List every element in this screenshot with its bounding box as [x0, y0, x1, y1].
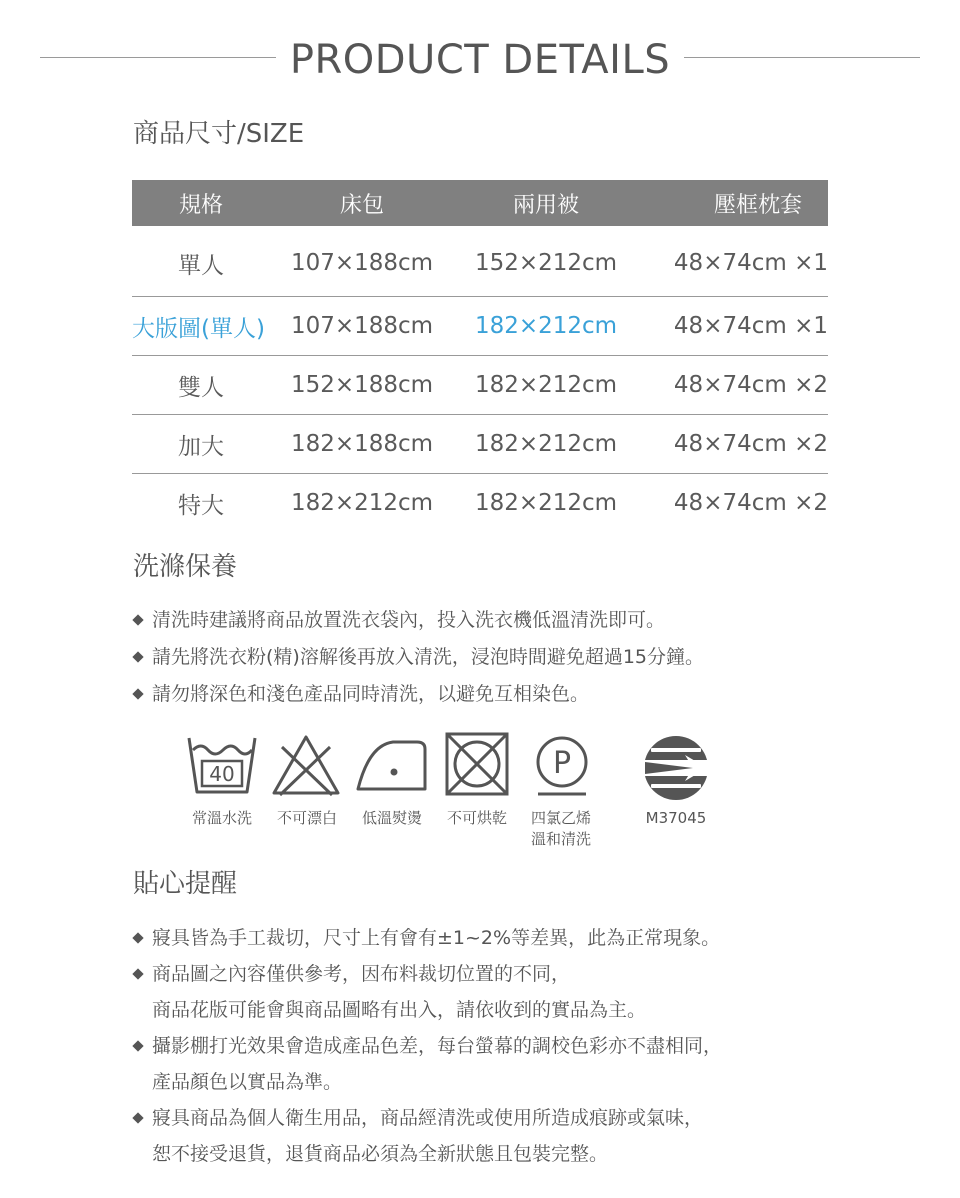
list-item	[134, 680, 704, 717]
care-icon-label: 低溫熨燙	[361, 809, 422, 827]
list-item-text: 攝影棚打光效果會造成產品色差，每台螢幕的調校色彩亦不盡相同，	[152, 1035, 723, 1057]
care-section-title: 洗滌保養	[133, 552, 238, 582]
table-row-highlighted	[132, 297, 828, 356]
column-header-duvet: 兩用被	[454, 180, 638, 226]
certification-mark-icon	[641, 733, 711, 803]
table-cell: 48×74cm ×2	[638, 415, 828, 474]
diamond-bullet-icon	[132, 1112, 143, 1123]
table-cell: 48×74cm ×1	[638, 297, 828, 356]
diamond-bullet-icon	[132, 1040, 143, 1051]
list-item	[134, 956, 722, 1028]
table-cell: 182×212cm	[474, 490, 618, 516]
column-header-spec: 規格	[132, 180, 270, 226]
header-divider-right	[684, 57, 920, 58]
notice-list	[134, 920, 722, 1172]
no-bleach-icon	[270, 733, 342, 797]
table-cell: 182×212cm	[454, 297, 638, 356]
list-item-text: 請勿將深色和淺色產品同時清洗，以避免互相染色。	[152, 683, 590, 705]
table-cell: 182×212cm	[290, 490, 434, 516]
table-cell: 182×212cm	[454, 415, 638, 474]
page-title: PRODUCT DETAILS	[289, 37, 671, 83]
care-icon-label: 常溫水洗	[191, 809, 252, 827]
list-item-text: 商品花版可能會與商品圖略有出入，請依收到的實品為主。	[152, 999, 647, 1021]
care-instructions-list	[134, 606, 704, 717]
diamond-bullet-icon	[132, 651, 143, 662]
diamond-bullet-icon	[132, 614, 143, 625]
list-item	[134, 1028, 722, 1100]
care-icon-label: 四氯乙烯 溫和清洗	[530, 809, 591, 848]
table-cell: 大版圖(單人)	[132, 297, 270, 356]
list-item-text: 寢具商品為個人衛生用品，商品經清洗或使用所造成痕跡或氣味，	[152, 1107, 704, 1129]
table-cell: 107×188cm	[270, 226, 454, 297]
care-icon-label: 不可烘乾	[446, 809, 507, 827]
list-item-text: 清洗時建議將商品放置洗衣袋內，投入洗衣機低溫清洗即可。	[152, 609, 666, 631]
size-table	[132, 180, 828, 532]
diamond-bullet-icon	[132, 968, 143, 979]
table-row	[132, 356, 828, 415]
table-cell: 特大	[178, 492, 224, 519]
table-cell: 雙人	[132, 356, 270, 415]
list-item	[134, 1100, 722, 1172]
dry-clean-letter: P	[552, 746, 572, 781]
table-cell: 152×188cm	[270, 356, 454, 415]
table-cell: 182×212cm	[454, 356, 638, 415]
care-icon-label: 不可漂白	[276, 809, 337, 827]
list-item	[134, 643, 704, 680]
diamond-bullet-icon	[132, 688, 143, 699]
certification-code: M37045	[645, 809, 707, 827]
list-item-text: 產品顏色以實品為準。	[152, 1071, 343, 1093]
table-cell: 182×188cm	[270, 415, 454, 474]
list-item-text: 商品圖之內容僅供參考，因布料裁切位置的不同，	[152, 963, 571, 985]
no-tumble-dry-icon	[444, 731, 510, 797]
list-item	[134, 606, 704, 643]
column-header-fitted-sheet: 床包	[270, 180, 454, 226]
wash-temperature: 40	[209, 762, 235, 786]
dry-clean-p-icon	[530, 733, 594, 797]
table-cell: 48×74cm ×2	[673, 490, 828, 516]
table-cell: 107×188cm	[270, 297, 454, 356]
diamond-bullet-icon	[132, 932, 143, 943]
table-row	[132, 474, 828, 533]
list-item-text: 恕不接受退貨，退貨商品必須為全新狀態且包裝完整。	[152, 1143, 609, 1165]
table-cell: 152×212cm	[454, 226, 638, 297]
table-cell: 48×74cm ×2	[638, 356, 828, 415]
list-item	[134, 920, 722, 956]
low-iron-icon	[355, 739, 429, 793]
list-item-text: 請先將洗衣粉(精)溶解後再放入清洗，浸泡時間避免超過15分鐘。	[152, 646, 705, 668]
size-table-header	[132, 180, 828, 226]
notice-section-title: 貼心提醒	[133, 869, 238, 899]
column-header-pillowcase: 壓框枕套	[638, 180, 828, 226]
size-section-title: 商品尺寸/SIZE	[133, 119, 305, 149]
table-cell: 48×74cm ×1	[638, 226, 828, 297]
table-cell: 單人	[132, 226, 270, 297]
wash-40-icon	[186, 736, 258, 794]
list-item-text: 寢具皆為手工裁切，尺寸上有會有±1~2%等差異，此為正常現象。	[152, 927, 721, 949]
table-row	[132, 226, 828, 297]
table-cell: 加大	[132, 415, 270, 474]
table-row	[132, 415, 828, 474]
